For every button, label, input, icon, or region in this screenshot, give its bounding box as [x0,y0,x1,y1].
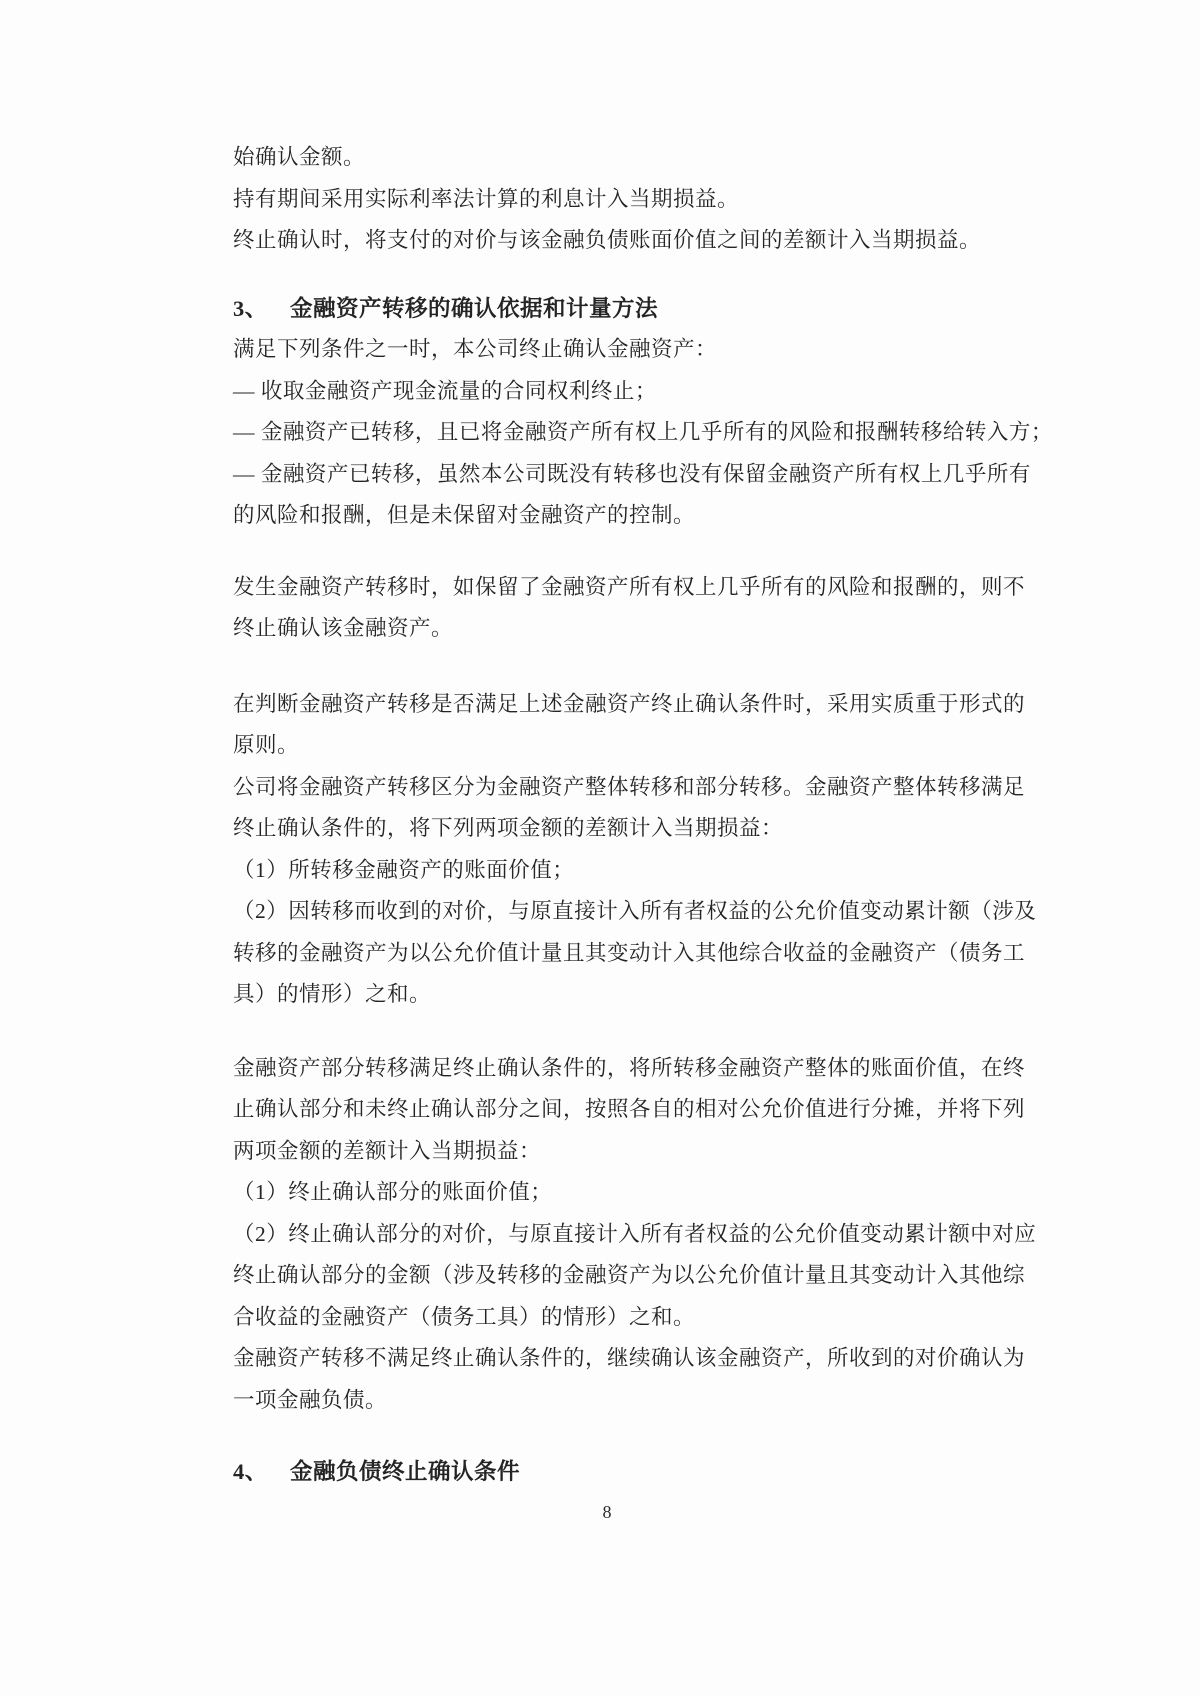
list-item-line: — 收取金融资产现金流量的合同权利终止； [233,378,657,403]
text-line: 一项金融负债。 [233,1387,388,1412]
text-line: 始确认金额。 [233,145,366,169]
text-line: 满足下列条件之一时，本公司终止确认金融资产： [233,337,718,361]
numbered-item-line: （1）终止确认部分的账面价值； [233,1180,553,1204]
spacer [233,262,981,288]
text-line: 金融资产转移不满足终止确认条件的，继续确认该金融资产，所收到的对价确认为 [233,1346,1026,1370]
section-4-heading [233,1451,981,1493]
numbered-item-line: （2）因转移而收到的对价，与原直接计入所有者权益的公允价值变动累计额（涉及 [233,899,1037,923]
page-number: 8 [602,1501,612,1522]
text-line: 发生金融资产转移时，如保留了金融资产所有权上几乎所有的风险和报酬的，则不 [233,574,1026,599]
text-line: 转移的金融资产为以公允价值计量且其变动计入其他综合收益的金融资产（债务工 [233,940,1026,965]
numbered-item-line: （1）所转移金融资产的账面价值； [233,857,575,882]
text-line: 原则。 [233,733,300,757]
text-line: 公司将金融资产转移区分为金融资产整体转移和部分转移。金融资产整体转移满足 [233,774,1026,799]
section-4-number: 4、 [233,1459,268,1484]
list-item-line: — 金融资产已转移，虽然本公司既没有转移也没有保留金融资产所有权上几乎所有 [233,461,1031,486]
text-line: 金融资产部分转移满足终止确认条件的，将所转移金融资产整体的账面价值，在终 [233,1055,1026,1080]
text-line: 具）的情形）之和。 [233,982,432,1006]
numbered-item-line: （2）终止确认部分的对价，与原直接计入所有者权益的公允价值变动累计额中对应 [233,1221,1037,1246]
section-3-heading [233,288,981,330]
text-line: 终止确认该金融资产。 [233,616,454,640]
text-line: 两项金额的差额计入当期损益： [233,1138,542,1163]
spacer [233,537,981,567]
text-line: 在判断金融资产转移是否满足上述金融资产终止确认条件时，采用实质重于形式的 [233,691,1026,716]
text-line: 的风险和报酬，但是未保留对金融资产的控制。 [233,503,696,527]
text-line: 止确认部分和未终止确认部分之间，按照各自的相对公允价值进行分摊，并将下列 [233,1097,1026,1121]
text-line: 终止确认条件的，将下列两项金额的差额计入当期损益： [233,816,784,840]
text-line: 终止确认部分的金额（涉及转移的金融资产为以公允价值计量且其变动计入其他综 [233,1263,1026,1287]
spacer [233,1421,981,1451]
text-line: 持有期间采用实际利率法计算的利息计入当期损益。 [233,186,740,211]
spacer [233,650,981,684]
section-3-title: 金融资产转移的确认依据和计量方法 [290,295,659,321]
spacer [233,1016,981,1048]
text-line: 终止确认时，将支付的对价与该金融负债账面价值之间的差额计入当期损益。 [233,228,982,252]
section-3-number: 3、 [233,295,268,321]
section-4-title: 金融负债终止确认条件 [290,1459,521,1484]
list-item-line: — 金融资产已转移，且已将金融资产所有权上几乎所有的风险和报酬转移给转入方； [233,420,1053,444]
page-content [233,137,1053,1525]
text-line: 合收益的金融资产（债务工具）的情形）之和。 [233,1304,696,1329]
